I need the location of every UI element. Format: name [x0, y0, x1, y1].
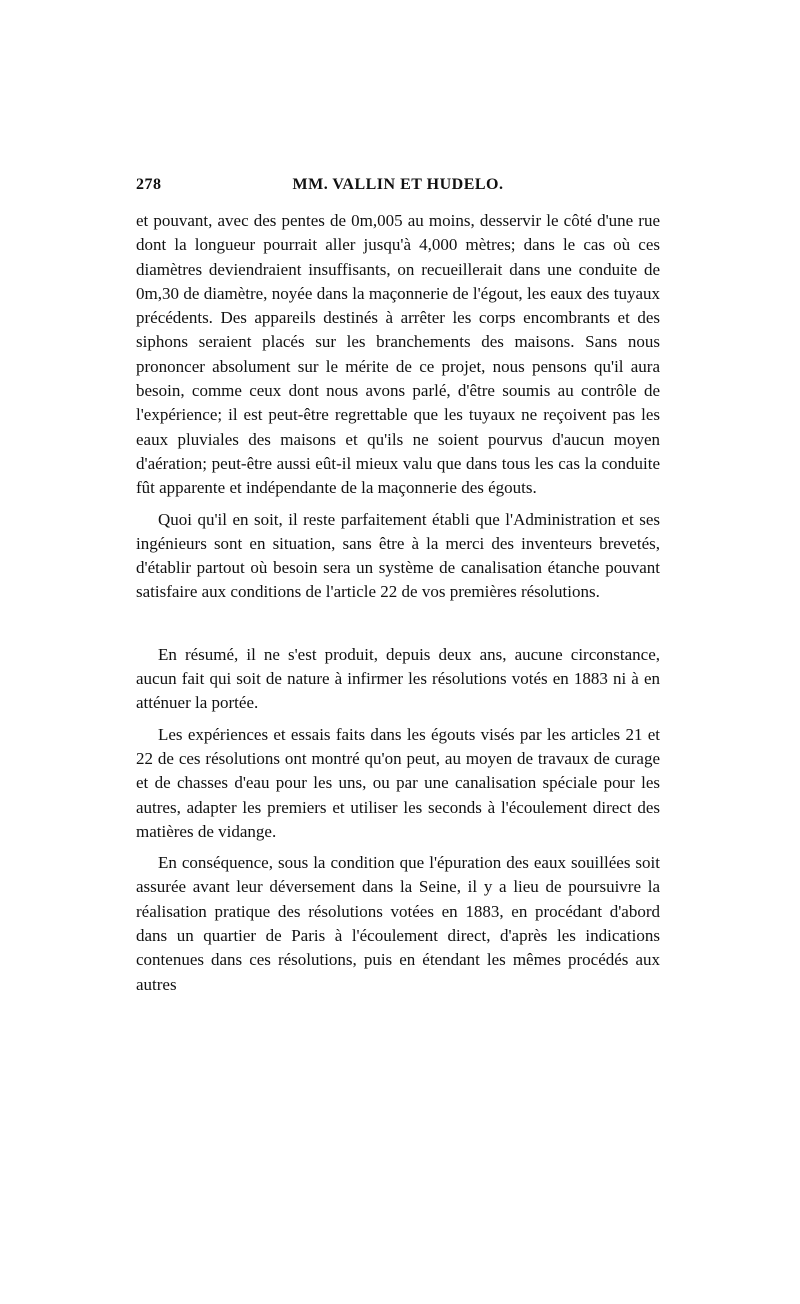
paragraph-continuation: et pouvant, avec des pentes de 0m,005 au moins, desservir le côté d'une rue dont la longueur pourrait aller jusqu'à 4,000 mètres; dans le cas où ces diamètres deviendraient insuffisants, on recueillerait dans une conduite de 0m,30 de diamètre, noyée dans la maçonnerie de l'égout, les eaux des tuyaux précédents. Des appareils destinés à arrêter les corps encombrants et des siphons seraient placés sur les branchements des maisons. Sans nous prononcer absolument sur le mérite de ce projet, nous pensons qu'il aura besoin, comme ceux dont nous avons parlé, d'être soumis au contrôle de l'expérience; il est peut-être regrettable que les tuyaux ne reçoivent pas les eaux pluviales des maisons et qu'ils ne soient pourvus d'aucun moyen d'aération; peut-être aussi eût-il mieux valu que dans tous les cas la conduite fût apparente et indépendante de la maçonnerie des égouts. — [136, 211, 660, 498]
document-page — [136, 176, 660, 997]
page-header — [136, 176, 660, 200]
paragraph-quoi-qu-il: Quoi qu'il en soit, il reste parfaitement établi que l'Administration et ses ingénieurs sont en situation, sans être à la merci des inventeurs brevetés, d'établir partout où besoin sera un système de canalisation étanche pouvant satisfaire aux conditions de l'article 22 de vos premières résolutions. — [136, 509, 660, 602]
paragraph-en-resume: En résumé, il ne s'est produit, depuis deux ans, aucune circonstance, aucun fait qui soit de nature à infirmer les résolutions votés en 1883 ni à en atténuer la portée. — [136, 644, 660, 713]
running-title: MM. VALLIN ET HUDELO. — [292, 176, 504, 193]
page-number: 278 — [136, 176, 162, 193]
paragraph-experiences: Les expériences et essais faits dans les égouts visés par les articles 21 et 22 de ces résolutions ont montré qu'on peut, au moyen de travaux de curage et de chasses d'eau pour les uns, ou par une canalisation spéciale pour les autres, adapter les premiers et utiliser les seconds à l'écoulement direct des matières de vidange. — [136, 724, 660, 841]
paragraph-en-consequence: En conséquence, sous la condition que l'épuration des eaux souillées soit assurée avant leur déversement dans la Seine, il y a lieu de poursuivre la réalisation pratique des résolutions votées en 1883, en procédant d'abord dans un quartier de Paris à l'écoulement direct, d'après les indications contenues dans ces résolutions, puis en étendant les mêmes procédés aux autres — [136, 853, 660, 994]
